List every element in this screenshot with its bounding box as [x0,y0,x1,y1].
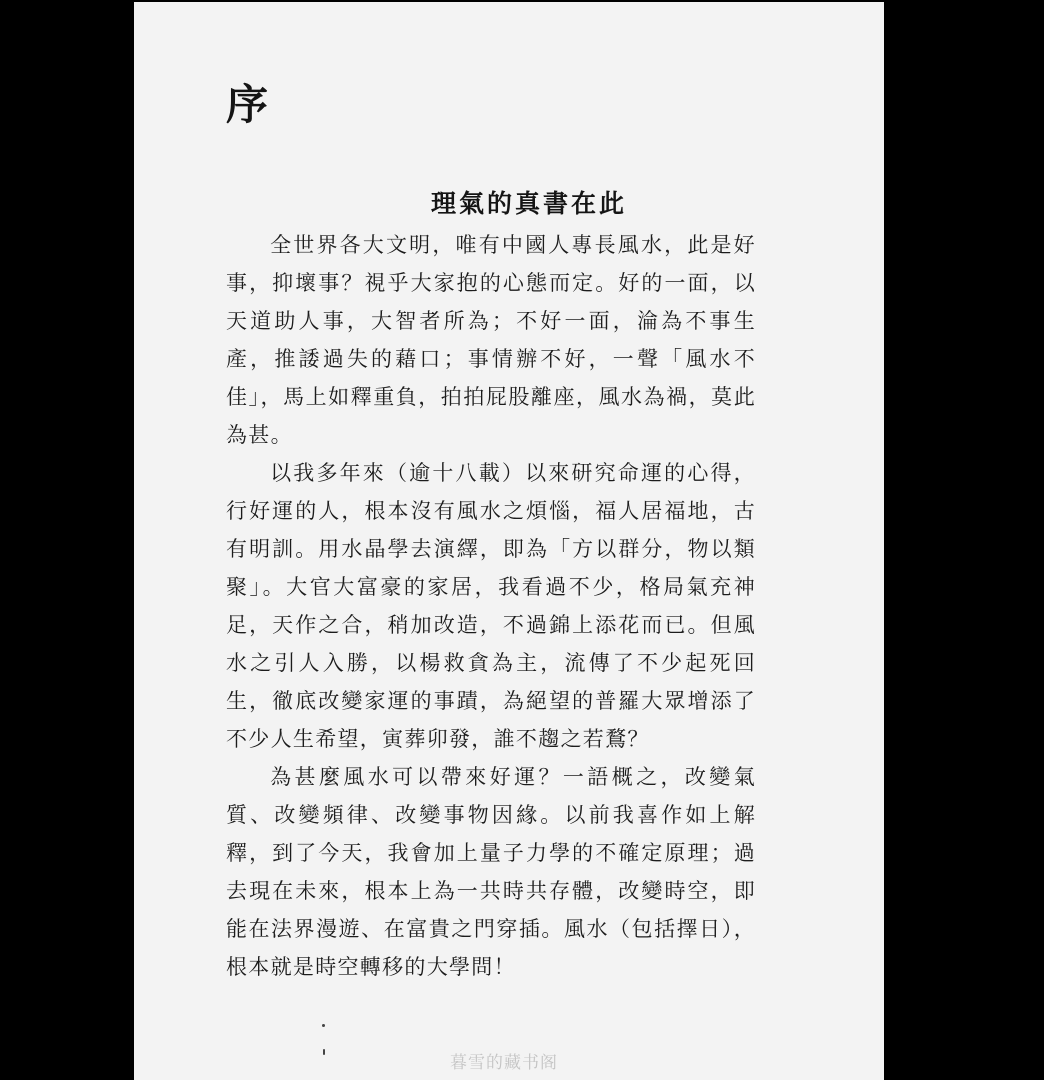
body-text [226,226,756,986]
scan-speck [322,1024,325,1027]
book-page [134,2,884,1080]
section-title: 理氣的真書在此 [430,189,627,218]
watermark-text: 暮雪的藏书阁 [450,1053,558,1073]
chapter-title: 序 [226,80,269,129]
paragraph-2: 以我多年來（逾十八載）以來研究命運的心得，行好運的人，根本沒有風水之煩惱，福人居福地，古有明訓。用水晶學去演繹，即為「方以群分，物以類聚」。大官大富豪的家居，我看過不少，格局氣充神足，天作之合，稍加改造，不過錦上添花而已。但風水之引人入勝，以楊救貪為主，流傳了不少起死回生，徹底改變家運的事蹟，為絕望的普羅大眾增添了不少人生希望，寅葬卯發，誰不趨之若鶩？ [226,461,756,751]
scan-speck [323,1049,325,1055]
paragraph-3: 為甚麼風水可以帶來好運？一語概之，改變氣質、改變頻律、改變事物因緣。以前我喜作如上解釋，到了今天，我會加上量子力學的不確定原理；過去現在未來，根本上為一共時共存體，改變時空，即能在法界漫遊、在富貴之門穿插。風水（包括擇日），根本就是時空轉移的大學問！ [226,765,756,979]
paragraph-1: 全世界各大文明，唯有中國人專長風水，此是好事，抑壞事？視乎大家抱的心態而定。好的一面，以天道助人事，大智者所為；不好一面，淪為不事生產，推諉過失的藉口；事情辦不好，一聲「風水不佳」，馬上如釋重負，拍拍屁股離座，風水為禍，莫此為甚。 [226,233,756,447]
